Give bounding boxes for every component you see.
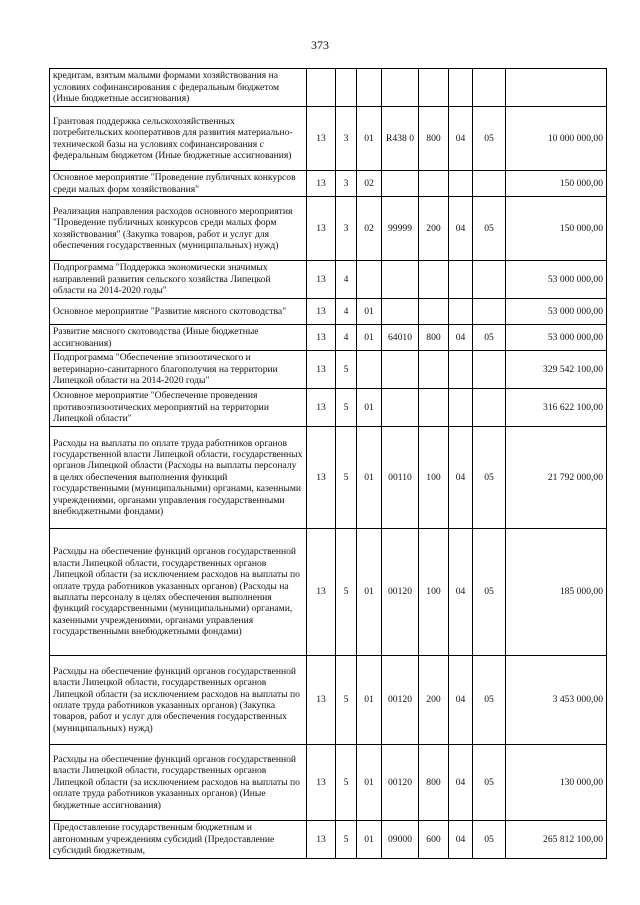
col-2: 5 bbox=[336, 351, 357, 389]
col-3: 01 bbox=[357, 427, 382, 529]
col-7 bbox=[473, 351, 506, 389]
col-5 bbox=[419, 171, 449, 197]
row-amount: 265 812 100,00 bbox=[506, 821, 607, 859]
row-name: Подпрограмма "Обеспечение эпизоотического и ветеринарно-санитарного благополучия на территории Липецкой области на 2014-2020 годы" bbox=[50, 351, 307, 389]
col-2: 5 bbox=[336, 656, 357, 745]
table-row bbox=[50, 69, 607, 107]
col-4: 00120 bbox=[382, 745, 419, 821]
col-1: 13 bbox=[307, 656, 336, 745]
col-5: 100 bbox=[419, 427, 449, 529]
col-7 bbox=[473, 299, 506, 325]
col-1: 13 bbox=[307, 351, 336, 389]
col-5: 800 bbox=[419, 107, 449, 171]
col-3: 01 bbox=[357, 107, 382, 171]
row-amount: 150 000,00 bbox=[506, 171, 607, 197]
col-4: 00120 bbox=[382, 529, 419, 656]
col-1: 13 bbox=[307, 389, 336, 427]
col-6: 04 bbox=[449, 325, 473, 351]
row-name: Расходы на обеспечение функций органов государственной власти Липецкой области, государственных органов Липецкой области (за исключением расходов на выплаты по оплате труда работников указанных органов) (Закупка товаров, работ и услуг для обеспечения государственных (муниципальных) нужд) bbox=[50, 656, 307, 745]
col-5 bbox=[419, 351, 449, 389]
col-2: 5 bbox=[336, 745, 357, 821]
table-row bbox=[50, 261, 607, 299]
col-6: 04 bbox=[449, 427, 473, 529]
table-row bbox=[50, 351, 607, 389]
col-3: 01 bbox=[357, 821, 382, 859]
col-4: 09000 bbox=[382, 821, 419, 859]
col-2: 4 bbox=[336, 261, 357, 299]
col-7 bbox=[473, 69, 506, 107]
col-1: 13 bbox=[307, 261, 336, 299]
col-5: 600 bbox=[419, 821, 449, 859]
col-7: 05 bbox=[473, 197, 506, 261]
col-4 bbox=[382, 69, 419, 107]
col-7: 05 bbox=[473, 107, 506, 171]
table-row bbox=[50, 427, 607, 529]
row-name: Грантовая поддержка сельскохозяйственных потребительских кооперативов для развития материально-технической базы на условиях софинансирования с федеральным бюджетом (Иные бюджетные ассигнования) bbox=[50, 107, 307, 171]
col-1: 13 bbox=[307, 821, 336, 859]
col-6: 04 bbox=[449, 107, 473, 171]
col-5: 100 bbox=[419, 529, 449, 656]
col-5: 200 bbox=[419, 197, 449, 261]
row-name: Предоставление государственным бюджетным и автономным учреждениям субсидий (Предоставление субсидий бюджетным, bbox=[50, 821, 307, 859]
col-6 bbox=[449, 389, 473, 427]
row-name: Расходы на обеспечение функций органов государственной власти Липецкой области, государственных органов Липецкой области (за исключением расходов на выплаты по оплате труда работников указанных органов) (Иные бюджетные ассигнования) bbox=[50, 745, 307, 821]
col-4 bbox=[382, 389, 419, 427]
table-row bbox=[50, 325, 607, 351]
col-3 bbox=[357, 261, 382, 299]
row-name: Развитие мясного скотоводства (Иные бюджетные ассигнования) bbox=[50, 325, 307, 351]
col-2: 3 bbox=[336, 171, 357, 197]
table-row bbox=[50, 171, 607, 197]
col-1: 13 bbox=[307, 197, 336, 261]
col-2: 5 bbox=[336, 427, 357, 529]
col-3: 02 bbox=[357, 197, 382, 261]
col-6 bbox=[449, 351, 473, 389]
col-3: 01 bbox=[357, 299, 382, 325]
table-row bbox=[50, 107, 607, 171]
col-2: 5 bbox=[336, 389, 357, 427]
col-7: 05 bbox=[473, 821, 506, 859]
budget-table bbox=[49, 68, 607, 859]
table-row bbox=[50, 656, 607, 745]
col-4 bbox=[382, 299, 419, 325]
row-amount: 329 542 100,00 bbox=[506, 351, 607, 389]
row-amount: 53 000 000,00 bbox=[506, 325, 607, 351]
col-6: 04 bbox=[449, 197, 473, 261]
col-5: 800 bbox=[419, 325, 449, 351]
table-row bbox=[50, 821, 607, 859]
col-6: 04 bbox=[449, 821, 473, 859]
col-3: 01 bbox=[357, 656, 382, 745]
col-5 bbox=[419, 299, 449, 325]
col-6 bbox=[449, 171, 473, 197]
col-6: 04 bbox=[449, 745, 473, 821]
col-3 bbox=[357, 69, 382, 107]
col-6: 04 bbox=[449, 656, 473, 745]
row-amount: 10 000 000,00 bbox=[506, 107, 607, 171]
col-4: 99999 bbox=[382, 197, 419, 261]
col-4 bbox=[382, 261, 419, 299]
col-7: 05 bbox=[473, 427, 506, 529]
col-5 bbox=[419, 69, 449, 107]
col-7 bbox=[473, 389, 506, 427]
col-6 bbox=[449, 261, 473, 299]
row-name: Расходы на обеспечение функций органов государственной власти Липецкой области, государственных органов Липецкой области (за исключением расходов на выплаты по оплате труда работников указанных органов) (Расходы на выплаты персоналу в целях обеспечения выполнения функций государственными (муниципальными) органами, казенными учреждениями, органами управления государственными внебюджетными фондами) bbox=[50, 529, 307, 656]
col-1: 13 bbox=[307, 107, 336, 171]
row-name: Основное мероприятие "Развитие мясного скотоводства" bbox=[50, 299, 307, 325]
table-row bbox=[50, 745, 607, 821]
col-7: 05 bbox=[473, 656, 506, 745]
col-7 bbox=[473, 261, 506, 299]
col-7: 05 bbox=[473, 325, 506, 351]
row-amount: 53 000 000,00 bbox=[506, 299, 607, 325]
table-row bbox=[50, 529, 607, 656]
col-4: 00110 bbox=[382, 427, 419, 529]
row-amount: 21 792 000,00 bbox=[506, 427, 607, 529]
col-5 bbox=[419, 389, 449, 427]
col-3: 01 bbox=[357, 389, 382, 427]
col-3: 02 bbox=[357, 171, 382, 197]
row-amount: 3 453 000,00 bbox=[506, 656, 607, 745]
col-2 bbox=[336, 69, 357, 107]
col-4: 64010 bbox=[382, 325, 419, 351]
row-name: Основное мероприятие "Проведение публичных конкурсов среди малых форм хозяйствования" bbox=[50, 171, 307, 197]
col-3: 01 bbox=[357, 745, 382, 821]
col-7 bbox=[473, 171, 506, 197]
row-name: Реализация направления расходов основного мероприятия "Проведение публичных конкурсов среди малых форм хозяйствования" (Закупка товаров, работ и услуг для обеспечения государственных (муниципальных) нужд) bbox=[50, 197, 307, 261]
row-name: кредитам, взятым малыми формами хозяйствования на условиях софинансирования с федеральным бюджетом (Иные бюджетные ассигнования) bbox=[50, 69, 307, 107]
col-5: 800 bbox=[419, 745, 449, 821]
col-4: 00120 bbox=[382, 656, 419, 745]
col-1: 13 bbox=[307, 529, 336, 656]
col-3: 01 bbox=[357, 325, 382, 351]
row-amount bbox=[506, 69, 607, 107]
row-amount: 316 622 100,00 bbox=[506, 389, 607, 427]
page-number: 373 bbox=[311, 38, 329, 52]
col-3: 01 bbox=[357, 529, 382, 656]
col-2: 5 bbox=[336, 821, 357, 859]
table-row bbox=[50, 299, 607, 325]
col-7: 05 bbox=[473, 529, 506, 656]
col-6 bbox=[449, 69, 473, 107]
col-1: 13 bbox=[307, 325, 336, 351]
col-1: 13 bbox=[307, 427, 336, 529]
col-1: 13 bbox=[307, 745, 336, 821]
col-4 bbox=[382, 351, 419, 389]
row-amount: 150 000,00 bbox=[506, 197, 607, 261]
col-1 bbox=[307, 69, 336, 107]
row-name: Расходы на выплаты по оплате труда работников органов государственной власти Липецкой области, государственных органов Липецкой области (Расходы на выплаты персоналу в целях обеспечения выполнения функций государственными (муниципальными) органами, казенными учреждениями, органами управления государственными внебюджетными фондами) bbox=[50, 427, 307, 529]
col-7: 05 bbox=[473, 745, 506, 821]
col-2: 3 bbox=[336, 197, 357, 261]
row-name: Подпрограмма "Поддержка экономически значимых направлений развития сельского хозяйства Липецкой области на 2014-2020 годы" bbox=[50, 261, 307, 299]
col-4: R438 0 bbox=[382, 107, 419, 171]
row-amount: 185 000,00 bbox=[506, 529, 607, 656]
col-6: 04 bbox=[449, 529, 473, 656]
table-row bbox=[50, 389, 607, 427]
col-4 bbox=[382, 171, 419, 197]
row-amount: 130 000,00 bbox=[506, 745, 607, 821]
col-2: 4 bbox=[336, 325, 357, 351]
table-row bbox=[50, 197, 607, 261]
col-3 bbox=[357, 351, 382, 389]
col-2: 5 bbox=[336, 529, 357, 656]
row-amount: 53 000 000,00 bbox=[506, 261, 607, 299]
row-name: Основное мероприятие "Обеспечение проведения противоэпизоотических мероприятий на территории Липецкой области" bbox=[50, 389, 307, 427]
col-2: 3 bbox=[336, 107, 357, 171]
col-1: 13 bbox=[307, 171, 336, 197]
col-5: 200 bbox=[419, 656, 449, 745]
col-2: 4 bbox=[336, 299, 357, 325]
col-6 bbox=[449, 299, 473, 325]
col-1: 13 bbox=[307, 299, 336, 325]
col-5 bbox=[419, 261, 449, 299]
